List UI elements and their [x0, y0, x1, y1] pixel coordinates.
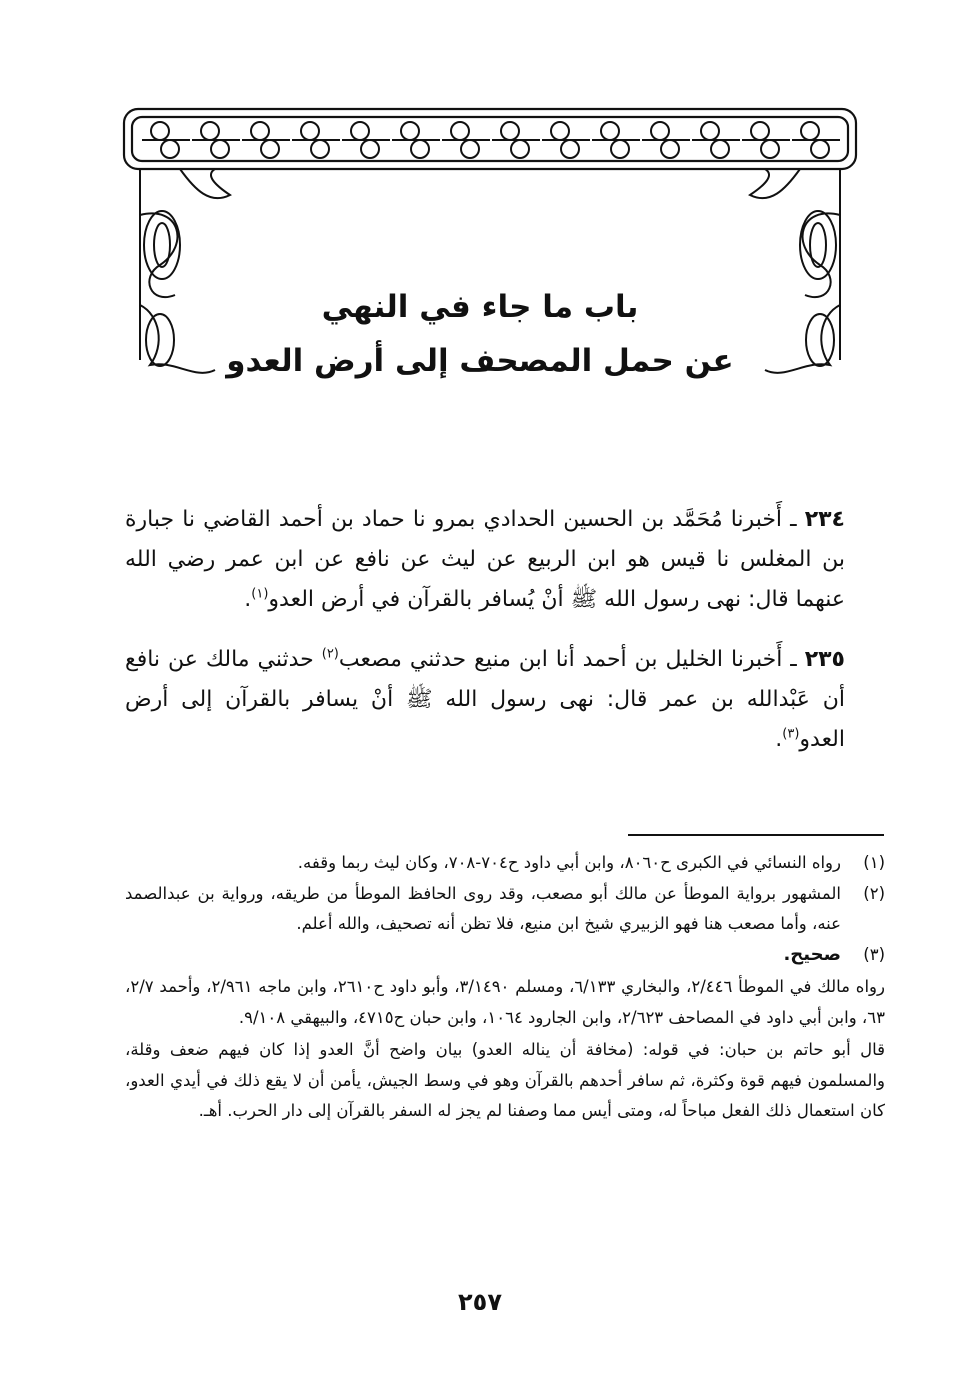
footnote-separator — [628, 834, 884, 836]
footnote-text — [125, 940, 841, 973]
footnote-ref: (١) — [251, 586, 269, 602]
footnote-3 — [125, 940, 885, 973]
footnotes — [125, 848, 885, 1129]
footnote-paragraph: رواه مالك في الموطأ ٢/٤٤٦، والبخاري ٦/١٣٣، ومسلم ٣/١٤٩٠، وأبو داود ح٢٦١٠، وابن ماجه ٢/٩٦١، وأحمد ٢/٧، ٦٣، وابن أبي داود في المصاحف ٢/٦٢٣، وابن الجارود ١٠٦٤، وابن حبان ح٤٧١٥، والبيهقي ٩/١٠٨. — [125, 977, 885, 1027]
footnote-paragraph: قال أبو حاتم بن حبان: في قوله: (مخافة أن يناله العدو) بيان واضح أنَّ العدو إذا كان فيهم ضعف وقلة، والمسلمون فيهم قوة وكثرة، ثم سافر أحدهم بالقرآن وهو في وسط الجيش، يأمن أن لا يقع ذلك في أيدي العدو، كان استعمال ذلك الفعل مباحاً له، ومتى أيس مما وصفنا لم يجز له السفر بالقرآن إلى دار الحرب. أهـ. — [125, 1040, 885, 1120]
chapter-title — [200, 280, 760, 388]
footnote-3-continued — [125, 972, 885, 1129]
footnote-text: رواه النسائي في الكبرى ح٨٠٦٠، وابن أبي داود ح٧٠٤-٧٠٨، وكان ليث ربما وقفه. — [297, 853, 841, 872]
footnote-2 — [125, 879, 885, 940]
hadith-number: ٢٣٤ — [804, 507, 845, 532]
footnote-text — [125, 972, 885, 1129]
footnote-ref: (٢) — [321, 646, 339, 662]
footnote-label: (١) — [863, 853, 885, 872]
footnote-label: (٢) — [863, 883, 885, 903]
hadith-end: . — [775, 727, 783, 752]
hadith-text: ـ أَخبرنا مُحَمَّد بن الحسين الحدادي بمرو نا حماد بن أحمد القاضي نا جبارة بن المغلس نا قيس هو ابن الربيع عن ليث عن نافع عن ابن عمر رضي الله عنهما قال: نهى رسول الله ﷺ أنْ يُسافر بالقرآن في أرض العدو — [125, 507, 845, 612]
chapter-title-line-1: باب ما جاء في النهي — [321, 289, 639, 325]
page-number: ٢٥٧ — [458, 1288, 502, 1316]
hadith-234 — [125, 500, 845, 620]
main-text — [125, 500, 845, 780]
footnote-label: (٣) — [863, 944, 885, 964]
hadith-end: . — [244, 587, 252, 612]
footnote-ref: (٣) — [782, 726, 800, 742]
hadith-235 — [125, 640, 845, 760]
footnote-grade: صحيح. — [783, 943, 841, 965]
hadith-text-cont: حدثني مالك عن نافع أن عَبْدالله بن عمر قال: نهى رسول الله ﷺ أنْ يسافر بالقرآن إلى أرض العدو — [125, 647, 845, 752]
footnote-text: المشهور برواية الموطأ عن مالك أبو مصعب، وقد روى الحافظ الموطأ من طريقه، ورواية بن عبدالصمد عنه، وأما مصعب هنا فهو الزبيري شيخ ابن منيع، فلا تظن أنه تصحيف، والله أعلم. — [125, 883, 841, 933]
footnote-1 — [125, 848, 885, 879]
chapter-title-line-2: عن حمل المصحف إلى أرض العدو — [226, 343, 734, 379]
hadith-number: ٢٣٥ — [804, 647, 845, 672]
hadith-text: ـ أَخبرنا الخليل بن أحمد أنا ابن منيع حدثني مصعب — [338, 647, 797, 672]
